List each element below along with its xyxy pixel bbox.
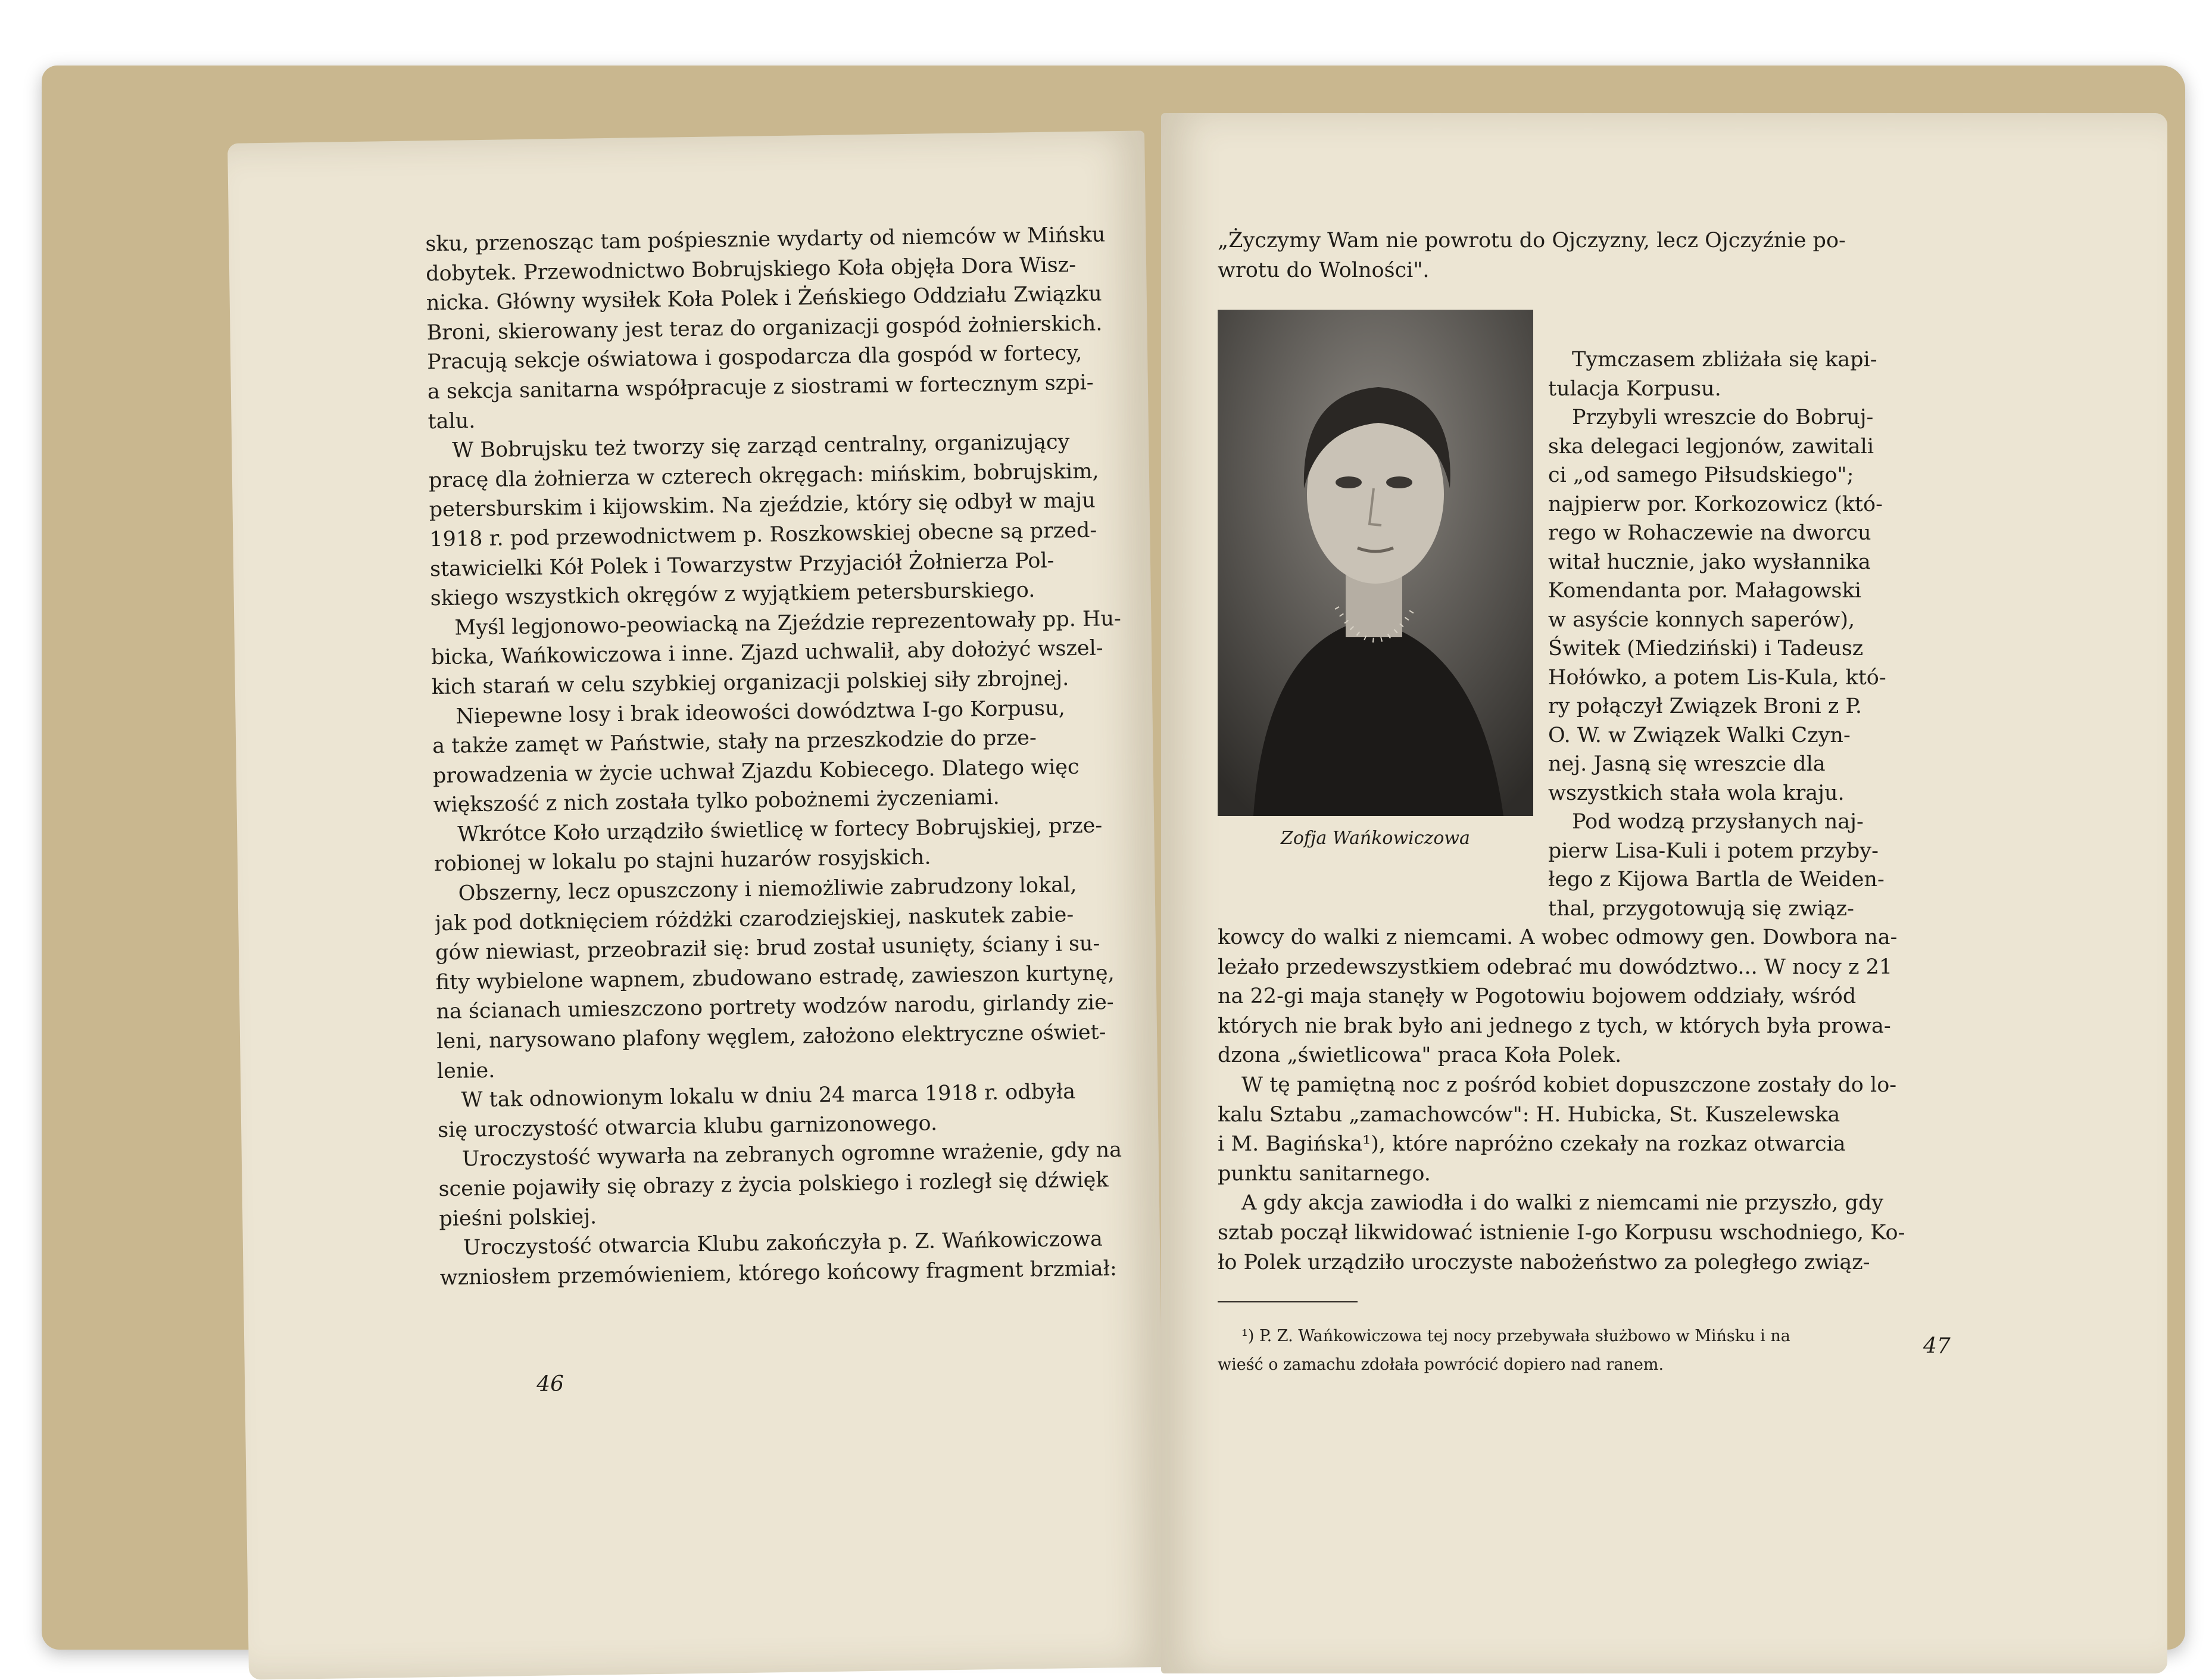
- text-line: Przybyli wreszcie do Bobruj-: [1572, 406, 1874, 429]
- text-line: pierw Lisa-Kuli i potem przyby-: [1548, 839, 1879, 863]
- text-line: a sekcja sanitarna współpracuje z siostrami w fortecznym szpi-: [427, 370, 1094, 404]
- text-line: Pod wodzą przysłanych naj-: [1572, 810, 1864, 834]
- text-line: skiego wszystkich okręgów z wyjątkiem petersburskiego.: [430, 578, 1035, 611]
- text-line: wieść o zamachu zdołała powrócić dopiero nad ranem.: [1218, 1355, 1664, 1374]
- text-line: sztab począł likwidować istnienie I-go Korpusu wschodniego, Ko-: [1218, 1220, 1905, 1245]
- right-page-top-text: [1218, 226, 2004, 285]
- text-line: Wkrótce Koło urządziło świetlicę w fortecy Bobrujskiej, prze-: [457, 813, 1103, 847]
- text-line: większość z nich została tylko pobożnemi życzeniami.: [433, 786, 1000, 818]
- text-line: gów niewiast, przeobraził się: brud został usunięty, ściany i su-: [435, 931, 1100, 965]
- text-line: fity wybielone wapnem, zbudowano estradę, zawieszon kurtynę,: [435, 961, 1115, 995]
- text-line: Uroczystość wywarła na zebranych ogromne wrażenie, gdy na: [461, 1138, 1122, 1171]
- text-line: Pracują sekcje oświatowa i gospodarcza dla gospód w fortecy,: [426, 341, 1082, 375]
- text-line: sku, przenosząc tam pośpiesznie wydarty od niemców w Mińsku: [425, 223, 1106, 257]
- right-page-number: 47: [1923, 1334, 1951, 1358]
- text-line: Hołówko, a potem Lis-Kula, któ-: [1548, 665, 1886, 690]
- left-page-text: [425, 220, 1137, 1293]
- text-beside-photo: [1548, 345, 2004, 923]
- text-line: bicka, Wańkowiczowa i inne. Zjazd uchwalił, aby dołożyć wszel-: [430, 636, 1103, 670]
- left-page: [227, 130, 1166, 1679]
- text-line: petersburskim i kijowskim. Na zjeździe, który się odbył w maju: [429, 488, 1096, 522]
- text-line: robionej w lokalu po stajni huzarów rosyjskich.: [433, 845, 931, 877]
- text-line: punktu sanitarnego.: [1218, 1161, 1431, 1186]
- text-line: nej. Jasną się wreszcie dla: [1548, 752, 1826, 776]
- text-line: dobytek. Przewodnictwo Bobrujskiego Koła objęła Dora Wisz-: [425, 253, 1077, 286]
- text-line: i M. Bagińska¹), które napróżno czekały na rozkaz otwarcia: [1218, 1132, 1846, 1157]
- text-line: Uroczystość otwarcia Klubu zakończyła p. Z. Wańkowiczowa: [463, 1227, 1103, 1260]
- left-page-number: 46: [536, 1372, 564, 1397]
- text-line: rego w Rohaczewie na dworcu: [1548, 521, 1871, 545]
- text-line: ry połączył Związek Broni z P.: [1548, 694, 1862, 718]
- text-line: O. W. w Związek Walki Czyn-: [1548, 723, 1851, 747]
- text-line: Niepewne losy i brak ideowości dowództwa I-go Korpusu,: [455, 696, 1065, 729]
- portrait-caption: Zofja Wańkowiczowa: [1281, 828, 1470, 849]
- text-line: łego z Kijowa Bartla de Weiden-: [1548, 868, 1885, 892]
- text-line: się uroczystość otwarcia klubu garnizonowego.: [437, 1111, 938, 1142]
- text-line: Tymczasem zbliżała się kapi-: [1572, 348, 1877, 372]
- text-line: ¹) P. Z. Wańkowiczowa tej nocy przebywała służbowo w Mińsku i na: [1241, 1327, 1790, 1345]
- text-line: kowcy do walki z niemcami. A wobec odmowy gen. Dowbora na-: [1218, 925, 1898, 949]
- text-line: wrotu do Wolności".: [1218, 258, 1430, 282]
- text-line: których nie brak było ani jednego z tych, w których była prowa-: [1218, 1014, 1891, 1038]
- text-line: W Bobrujsku też tworzy się zarząd centralny, organizujący: [452, 430, 1070, 463]
- text-line: kalu Sztabu „zamachowców": H. Hubicka, St. Kuszelewska: [1218, 1102, 1840, 1127]
- text-line: Broni, skierowany jest teraz do organizacji gospód żołnierskich.: [426, 311, 1103, 345]
- text-line: Obszerny, lecz opuszczony i niemożliwie zabrudzony lokal,: [458, 873, 1077, 906]
- text-line: jak pod dotknięciem różdżki czarodziejskiej, naskutek zabie-: [435, 902, 1074, 936]
- text-line: scenie pojawiły się obrazy z życia polskiego i rozległ się dźwięk: [438, 1168, 1109, 1202]
- text-line: pracę dla żołnierza w czterech okręgach: mińskim, bobrujskim,: [428, 459, 1099, 493]
- text-line: A gdy akcja zawiodła i do walki z niemcami nie przyszło, gdy: [1241, 1191, 1884, 1215]
- text-line: najpierw por. Korkozowicz (któ-: [1548, 492, 1883, 516]
- footnote: [1218, 1322, 2004, 1379]
- text-line: talu.: [428, 409, 476, 434]
- text-line: W tę pamiętną noc z pośród kobiet dopuszczone zostały do lo-: [1241, 1073, 1897, 1097]
- text-line: Myśl legjonowo-peowiacką na Zjeździe reprezentowały pp. Hu-: [454, 606, 1122, 640]
- text-line: witał hucznie, jako wysłannika: [1548, 550, 1871, 574]
- text-line: „Życzymy Wam nie powrotu do Ojczyzny, lecz Ojczyźnie po-: [1218, 229, 1846, 253]
- text-line: stawicielki Kół Polek i Towarzystw Przyjaciół Żołnierza Pol-: [429, 548, 1054, 581]
- text-line: Świtek (Miedziński) i Tadeusz: [1548, 637, 1864, 660]
- text-line: leżało przedewszystkiem odebrać mu dowództwo... W nocy z 21: [1218, 955, 1893, 979]
- text-line: ło Polek urządziło uroczyste nabożeństwo za poległego związ-: [1218, 1250, 1870, 1274]
- text-line: ska delegaci legjonów, zawitali: [1548, 434, 1874, 459]
- text-line: a także zamęt w Państwie, stały na przeszkodzie do prze-: [432, 726, 1037, 759]
- text-below-photo: [1218, 923, 2004, 1277]
- text-line: na ścianach umieszczono portrety wodzów narodu, girlandy zie-: [436, 990, 1114, 1024]
- text-line: ci „od samego Piłsudskiego";: [1548, 463, 1854, 487]
- footnote-divider: [1218, 1301, 1358, 1302]
- text-line: tulacja Korpusu.: [1548, 376, 1721, 401]
- text-line: dzona „świetlicowa" praca Koła Polek.: [1218, 1043, 1622, 1068]
- text-line: wszystkich stała wola kraju.: [1548, 781, 1845, 805]
- text-line: kich starań w celu szybkiej organizacji polskiej siły zbrojnej.: [431, 666, 1069, 700]
- text-line: thal, przygotowują się związ-: [1548, 896, 1854, 921]
- text-line: wzniosłem przemówieniem, którego końcowy fragment brzmiał:: [439, 1256, 1118, 1290]
- text-line: Komendanta por. Małagowski: [1548, 579, 1861, 603]
- right-page: [1161, 113, 2167, 1673]
- text-line: na 22-gi maja stanęły w Pogotowiu bojowem oddziały, wśród: [1218, 984, 1857, 1009]
- text-line: 1918 r. pod przewodnictwem p. Roszkowskiej obecne są przed-: [429, 518, 1097, 552]
- text-line: pieśni polskiej.: [439, 1204, 597, 1231]
- text-line: prowadzenia w życie uchwał Zjazdu Kobiecego. Dlatego więc: [432, 755, 1080, 788]
- open-book: [42, 66, 2185, 1650]
- text-line: w asyście konnych saperów),: [1548, 607, 1855, 632]
- text-line: leni, narysowano plafony węglem, założono elektryczne oświet-: [436, 1020, 1106, 1054]
- portrait-photo: [1218, 310, 1533, 816]
- text-line: lenie.: [436, 1058, 495, 1083]
- text-line: nicka. Główny wysiłek Koła Polek i Żeńskiego Oddziału Związku: [426, 282, 1102, 316]
- text-line: W tak odnowionym lokalu w dniu 24 marca 1918 r. odbyła: [461, 1080, 1076, 1112]
